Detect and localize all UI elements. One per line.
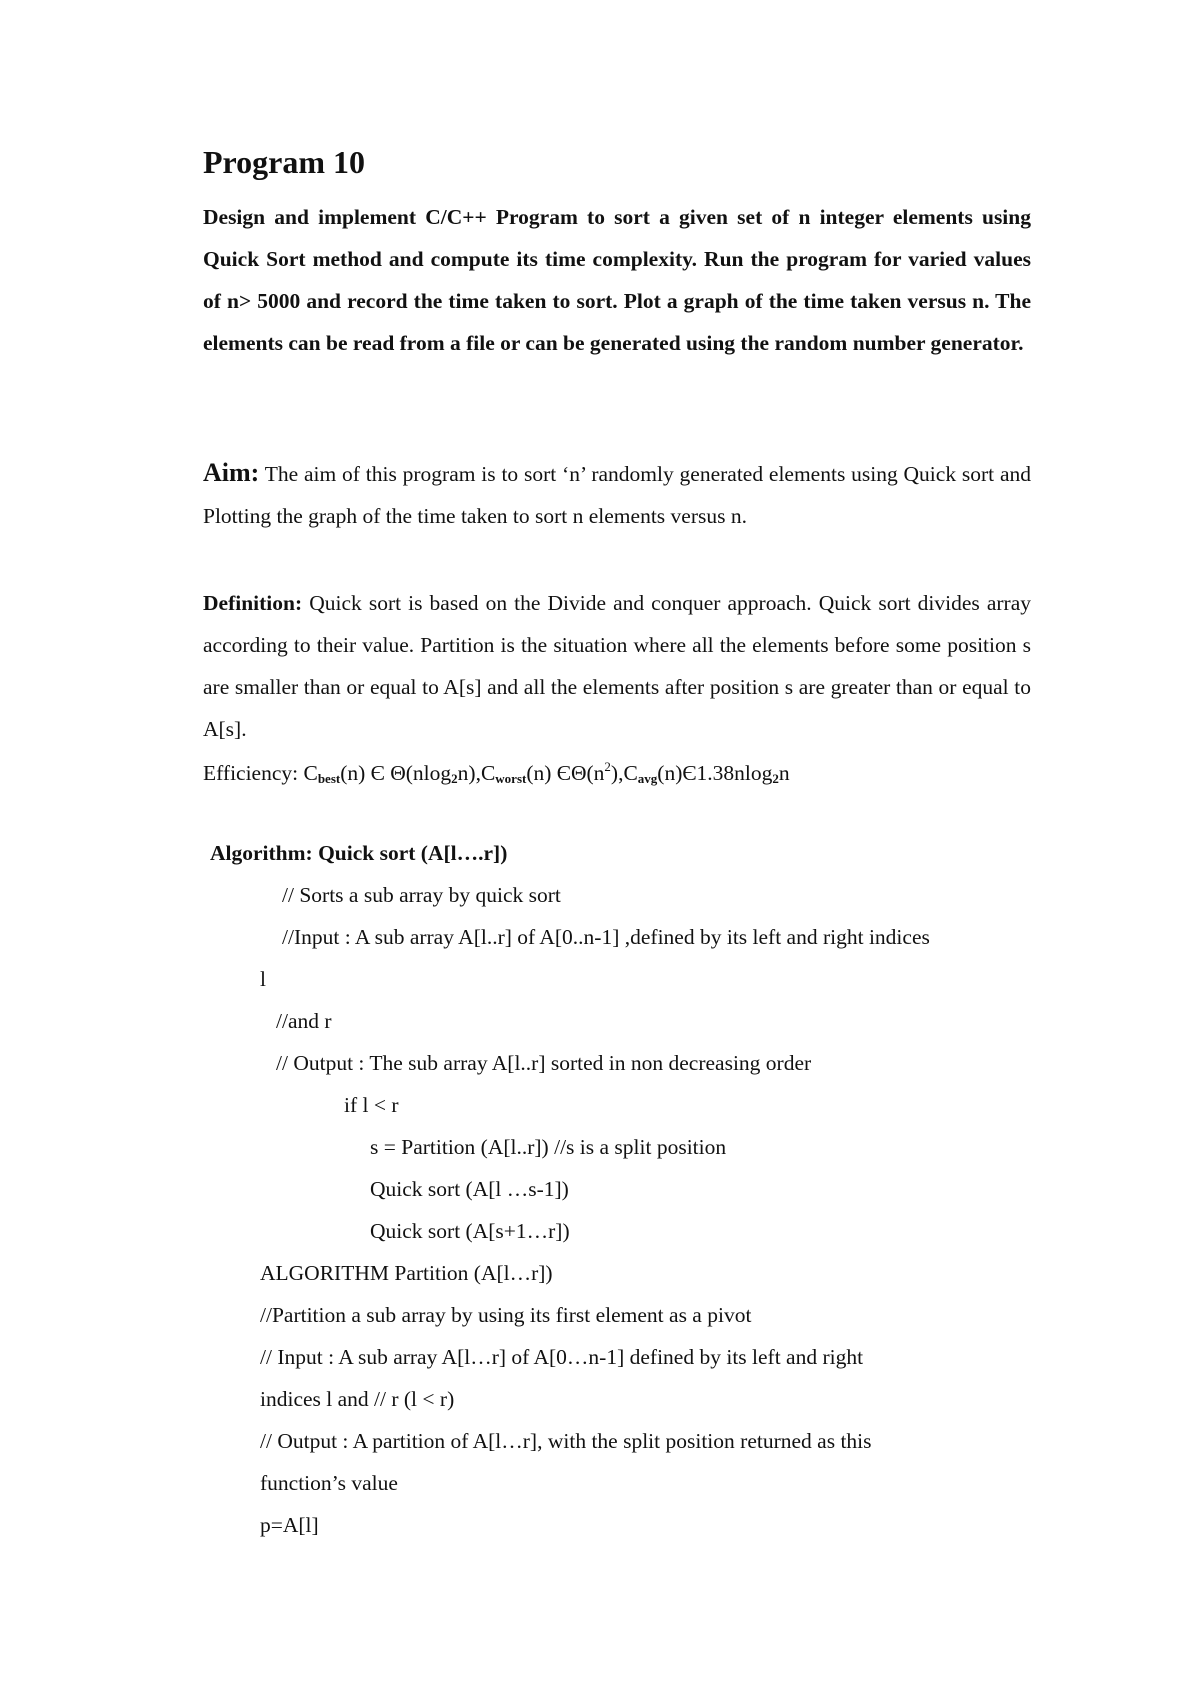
algorithm-line: // Sorts a sub array by quick sort	[282, 883, 561, 907]
algorithm-line: s = Partition (A[l..r]) //s is a split position	[370, 1135, 727, 1159]
task-description: Design and implement C/C++ Program to sort a given set of n integer elements using Quick Sort method and compute its time complexity. Run the program for varied values of n> 5000 and record the time taken to sort. Plot a graph of the time taken versus n. The elements can be read from a file or can be generated using the random number generator.	[203, 205, 1031, 355]
definition-text: Quick sort is based on the Divide and conquer approach. Quick sort divides array according to their value. Partition is the situation where all the elements before some position s are smaller than or equal to A[s] and all the elements after position s are greater than or equal to A[s].	[203, 591, 1031, 741]
definition-paragraph	[203, 582, 1031, 750]
definition-label: Definition:	[203, 591, 303, 615]
algorithm-line: // Output : A partition of A[l…r], with the split position returned as this	[260, 1429, 872, 1453]
algorithm-line: l	[260, 967, 266, 991]
efficiency-line: Efficiency: $C_{best}(n)$ Є $\Theta(nlog_2n),C_{worst}(n)$ $Є\Theta(n^2),C_{avg}(n)Є1.38nlog_2n$	[203, 759, 790, 786]
algorithm-line: p=A[l]	[260, 1513, 319, 1537]
program-heading: Program 10	[203, 144, 366, 180]
aim-paragraph	[203, 452, 1031, 537]
algorithm-line: if l < r	[344, 1093, 399, 1117]
aim-text: The aim of this program is to sort ‘n’ randomly generated elements using Quick sort and Plotting the graph of the time taken to sort n elements versus n.	[203, 462, 1031, 528]
algorithm-line: //Input : A sub array A[l..r] of A[0..n-1] ,defined by its left and right indices	[282, 925, 930, 949]
algorithm-line: indices l and // r (l < r)	[260, 1387, 455, 1411]
algorithm-line: Quick sort (A[l …s-1])	[370, 1177, 569, 1201]
algorithm-title: Algorithm: Quick sort (A[l….r])	[210, 841, 508, 865]
algorithm-line: // Input : A sub array A[l…r] of A[0…n-1] defined by its left and right	[260, 1345, 864, 1369]
algorithm-line: Quick sort (A[s+1…r])	[370, 1219, 570, 1243]
algorithm-line: ALGORITHM Partition (A[l…r])	[260, 1261, 553, 1285]
algorithm-line: //and r	[276, 1009, 332, 1033]
algorithm-line: // Output : The sub array A[l..r] sorted in non decreasing order	[276, 1051, 812, 1075]
aim-label: Aim:	[203, 458, 260, 487]
algorithm-line: function’s value	[260, 1471, 398, 1495]
algorithm-line: //Partition a sub array by using its first element as a pivot	[260, 1303, 752, 1327]
